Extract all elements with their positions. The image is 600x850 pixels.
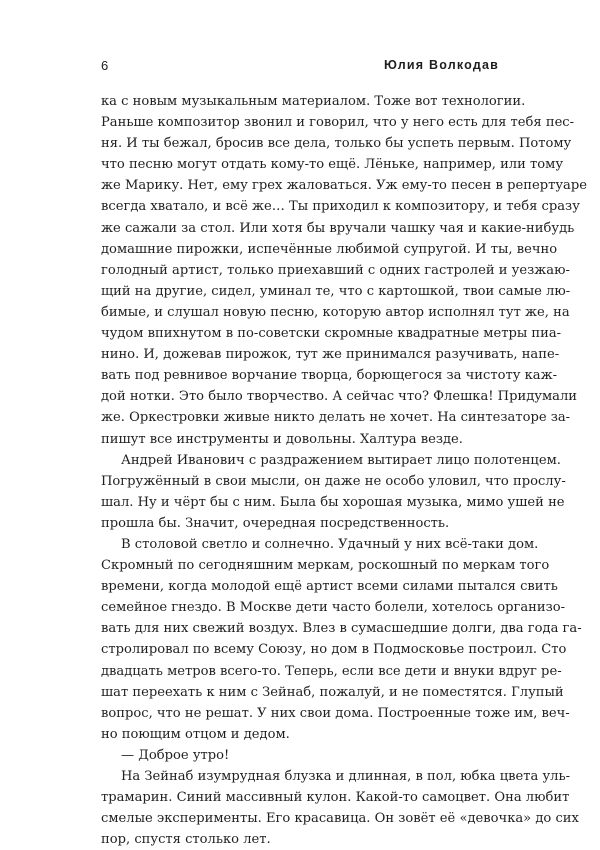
text-line: стролировал по всему Союзу, но дом в Подмосковье построил. Сто	[101, 642, 567, 658]
body-text	[101, 91, 587, 850]
text-line: вать для них свежий воздух. Влез в сумасшедшие долги, два года га-	[101, 621, 582, 637]
page-number: 6	[101, 58, 109, 73]
text-line: чудом впихнутом в по-советски скромные квадратные метры пиа-	[101, 326, 562, 342]
text-line: что песню могут отдать кому-то ещё. Лёньке, например, или тому	[101, 157, 564, 173]
text-line: Раньше композитор звонил и говорил, что у него есть для тебя пес-	[101, 115, 575, 131]
text-line: ка с новым музыкальным материалом. Тоже вот технологии.	[101, 94, 526, 109]
text-line: трамарин. Синий массивный кулон. Какой-то самоцвет. Она любит	[101, 790, 570, 806]
text-line: пишут все инструменты и довольны. Халтура везде.	[101, 431, 463, 447]
text-line: дой нотки. Это было творчество. А сейчас что? Флешка! Придумали	[101, 389, 578, 405]
text-line: всегда хватало, и всё же… Ты приходил к композитору, и тебя сразу	[101, 199, 580, 215]
text-line: Андрей Иванович с раздражением вытирает лицо полотенцем.	[121, 452, 561, 468]
text-line: щий на другие, сидел, уминал те, что с картошкой, твои самые лю-	[101, 283, 571, 299]
text-line: шат переехать к ним с Зейнаб, пожалуй, и не поместятся. Глупый	[101, 684, 564, 700]
text-line: шал. Ну и чёрт бы с ним. Была бы хорошая музыка, мимо ушей не	[101, 494, 565, 510]
text-line: голодный артист, только приехавший с одних гастролей и уезжаю-	[101, 262, 570, 278]
running-header-author: Юлия Волкодав	[384, 58, 499, 72]
text-line: — Доброе утро!	[121, 747, 230, 763]
text-line: ня. И ты бежал, бросив все дела, только бы успеть первым. Потому	[101, 136, 572, 152]
text-line: прошла бы. Значит, очередная посредственность.	[101, 515, 450, 531]
text-line: времени, когда молодой ещё артист всеми силами пытался свить	[101, 579, 558, 595]
text-line: Скромный по сегодняшним меркам, роскошный по меркам того	[101, 558, 550, 574]
text-line: семейное гнездо. В Москве дети часто болели, хотелось организо-	[101, 600, 566, 616]
text-line: но поющим отцом и дедом.	[101, 726, 290, 742]
text-line: же сажали за стол. Или хотя бы вручали чашку чая и какие-нибудь	[101, 220, 575, 236]
text-line: Погружённый в свои мысли, он даже не особо уловил, что прослу-	[101, 473, 566, 489]
text-line: пор, спустя столько лет.	[101, 832, 271, 848]
text-line: домашние пирожки, испечённые любимой супругой. И ты, вечно	[101, 241, 558, 257]
text-line: На Зейнаб изумрудная блузка и длинная, в пол, юбка цвета уль-	[121, 769, 571, 784]
text-line: вать под ревнивое ворчание творца, борющегося за чистоту каж-	[101, 368, 558, 384]
text-line: вопрос, что не решат. У них свои дома. Построенные тоже им, веч-	[101, 705, 570, 721]
text-line: бимые, и слушал новую песню, которую автор исполнял тут же, на	[101, 304, 570, 320]
text-line: же Марику. Нет, ему грех жаловаться. Уж ему-то песен в репертуаре	[101, 178, 587, 194]
text-line: же. Оркестровки живые никто делать не хочет. На синтезаторе за-	[101, 410, 571, 426]
text-line: двадцать метров всего-то. Теперь, если все дети и внуки вдруг ре-	[101, 663, 562, 679]
text-line: нино. И, дожевав пирожок, тут же принимался разучивать, напе-	[101, 347, 560, 363]
text-line: смелые эксперименты. Его красавица. Он зовёт её «девочка» до сих	[101, 811, 579, 827]
text-line: В столовой светло и солнечно. Удачный у них всё-таки дом.	[121, 536, 539, 552]
